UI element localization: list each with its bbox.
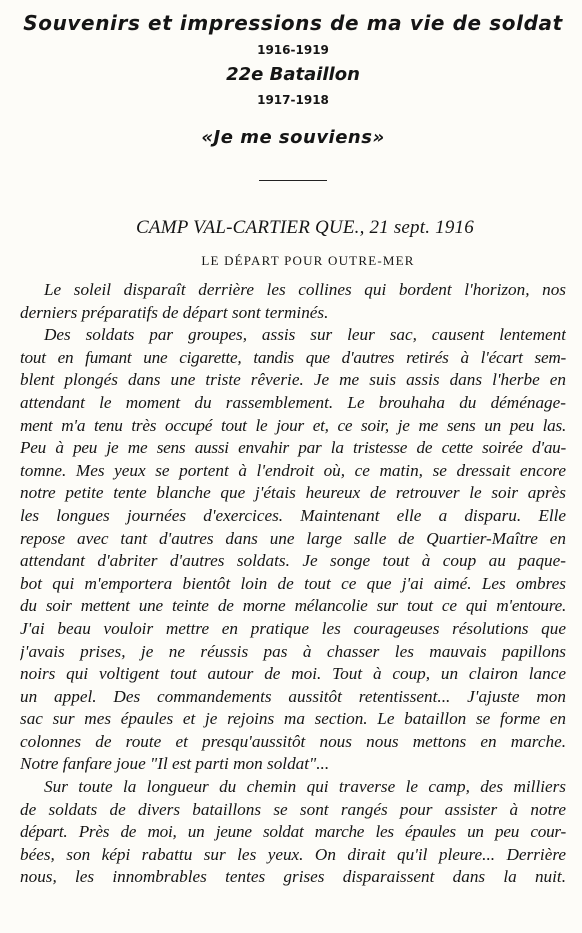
body-text: [20, 279, 566, 889]
paragraph: [20, 279, 566, 324]
text-line: un appel. Des commandements aussitôt retentissent... J'ajuste mon: [20, 686, 566, 706]
text-line: attendant d'abriter d'autres soldats. Je songe tout à coup au paque-: [20, 551, 566, 571]
text-line: repose avec tant d'autres dans une large salle de Quartier-Maître en: [20, 528, 566, 548]
separator-rule: [259, 180, 327, 181]
years-range-1: 1916-1919: [257, 43, 329, 57]
text-line: du soir mettent une teinte de morne mélancolie sur tout ce qui m'entoure.: [20, 596, 566, 616]
text-line: bot qui m'emportera bientôt loin de tout ce que j'ai aimé. Les ombres: [20, 573, 566, 593]
text-line: tomne. Mes yeux se portent à l'endroit où, ce matin, se dressait encore: [20, 460, 566, 480]
text-line: ment m'a tenu très occupé tout le jour et, ce soir, je me sens un peu las.: [20, 415, 566, 435]
text-line: tout en fumant une cigarette, tandis que d'autres retirés à l'écart sem-: [20, 347, 566, 367]
entry-dateline: CAMP VAL-CARTIER QUE., 21 sept. 1916: [136, 217, 474, 238]
text-line: nous, les innombrables tentes grises disparaissent dans la nuit.: [20, 867, 566, 887]
text-line: notre petite tente blanche que j'étais heureux de retrouver le soir après: [20, 483, 566, 503]
text-line: de soldats de divers bataillons se sont rangés pour assister à notre: [20, 799, 566, 819]
text-line: Le soleil disparaît derrière les collines qui bordent l'horizon, nos: [44, 280, 566, 299]
text-line: blent plongés dans une triste rêverie. Je me suis assis dans l'herbe en: [20, 370, 566, 390]
text-line: Peu à peu je me sens aussi envahir par la tristesse de cette soirée d'au-: [20, 438, 566, 458]
text-line: Notre fanfare joue "Il est parti mon soldat"...: [20, 754, 330, 774]
document-title: Souvenirs et impressions de ma vie de soldat: [23, 11, 563, 35]
text-line: colonnes de route et presqu'aussitôt nous nous mettons en marche.: [20, 731, 566, 751]
text-line: attendant le moment du rassemblement. Le brouhaha du déménage-: [20, 392, 566, 412]
text-line: Des soldats par groupes, assis sur leur sac, causent lentement: [44, 325, 566, 345]
document-page: [20, 8, 566, 889]
text-line: départ. Près de moi, un jeune soldat marche les épaules un peu cour-: [20, 822, 566, 842]
section-heading: LE DÉPART POUR OUTRE-MER: [201, 253, 415, 268]
text-line: les longues journées d'exercices. Maintenant elle a disparu. Elle: [20, 505, 566, 525]
text-line: Sur toute la longueur du chemin qui traverse le camp, des milliers: [44, 777, 566, 797]
text-line: derniers préparatifs de départ sont terminés.: [20, 302, 329, 322]
text-line: bées, son képi rabattu sur les yeux. On dirait qu'il pleure... Derrière: [20, 844, 566, 864]
motto-title: «Je me souviens»: [201, 127, 385, 148]
text-line: j'avais prises, je ne réussis pas à chasser les mauvais papillons: [20, 641, 566, 661]
years-range-2: 1917-1918: [257, 93, 329, 107]
text-line: sac sur mes épaules et je rejoins ma section. Le bataillon se forme en: [20, 709, 566, 729]
battalion-title: 22e Bataillon: [226, 64, 360, 85]
text-line: noirs qui voltigent tout autour de moi. Tout à coup, un clairon lance: [20, 664, 566, 684]
paragraph: [20, 324, 566, 776]
paragraph: [20, 776, 566, 889]
text-line: J'ai beau vouloir mettre en pratique les courageuses résolutions que: [20, 618, 566, 638]
